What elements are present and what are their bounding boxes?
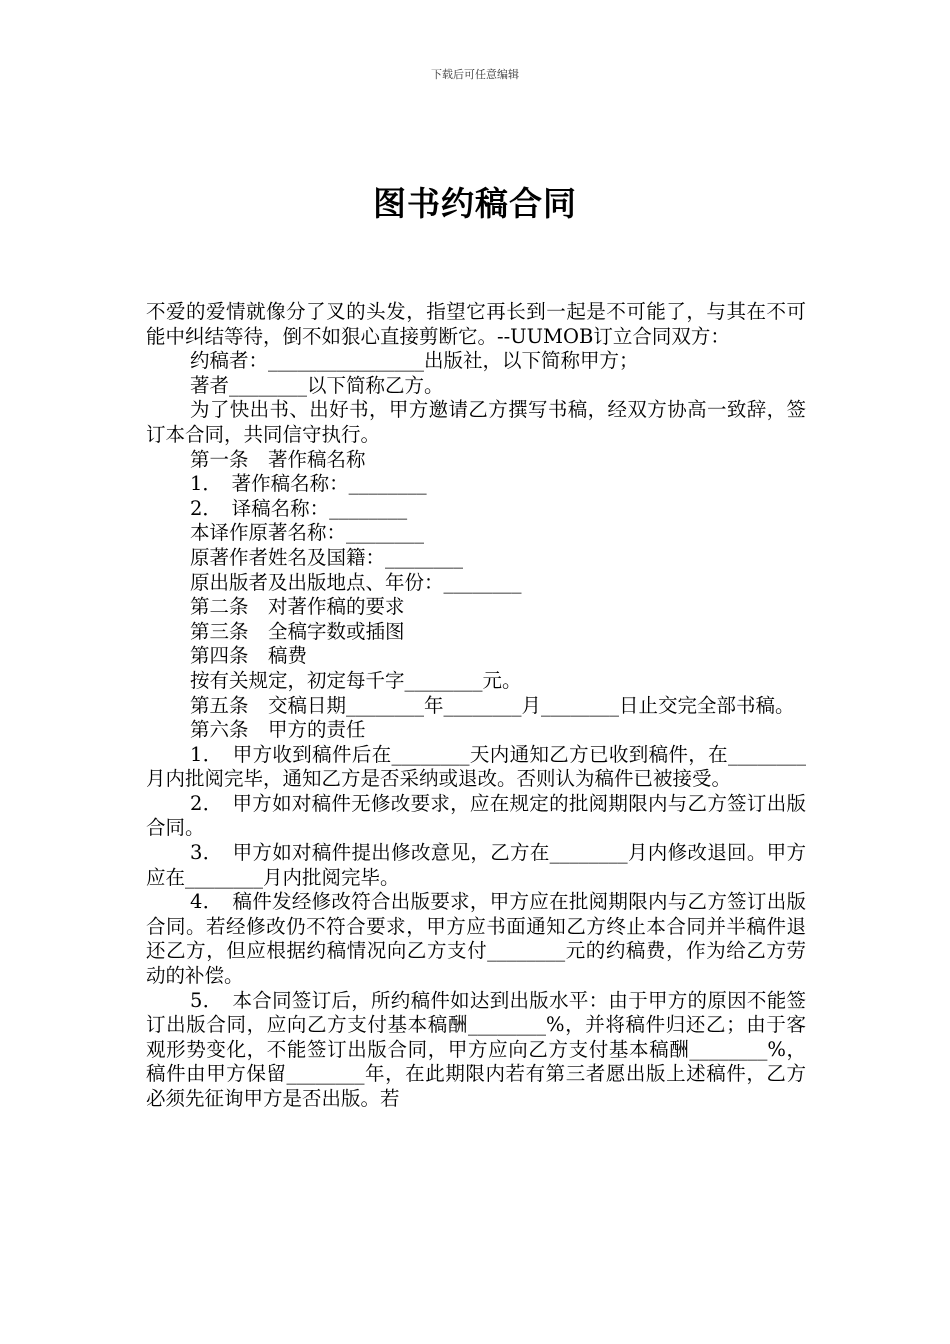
paragraph: 1． 甲方收到稿件后在________天内通知乙方已收到稿件，在________月内批阅完毕，通知乙方是否采纳或退改。否则认为稿件已被接受。: [146, 742, 806, 791]
article-heading: 第五条 交稿日期________年________月________日止交完全部书稿。: [190, 693, 795, 717]
article-heading: 第四条 稿费: [190, 644, 308, 668]
paragraph: 不爱的爱情就像分了叉的头发，指望它再长到一起是不可能了，与其在不可能中纠结等待，倒不如狠心直接剪断它。--UUMOB订立合同双方：: [146, 300, 806, 348]
paragraph: 2． 甲方如对稿件无修改要求，应在规定的批阅期限内与乙方签订出版合同。: [146, 791, 806, 840]
paragraph: 4． 稿件发经修改符合出版要求，甲方应在批阅期限内与乙方签订出版合同。若经修改仍不符合要求，甲方应书面通知乙方终止本合同并半稿件退还乙方，但应根据约稿情况向乙方支付________元的约稿费，作为给乙方劳动的补偿。: [146, 890, 806, 988]
paragraph: 为了快出书、出好书，甲方邀请乙方撰写书稿，经双方协高一致辞，签订本合同，共同信守执行。: [146, 398, 806, 446]
article-heading: 第三条 全稿字数或插图: [190, 619, 405, 643]
paragraph: 著者________以下简称乙方。: [190, 373, 444, 397]
article-heading: 第一条 著作稿名称: [190, 447, 366, 471]
paragraph: 原著作者姓名及国籍：________: [190, 545, 464, 569]
document-title: 图书约稿合同: [373, 184, 577, 223]
article-heading: 第六条 甲方的责任: [190, 718, 366, 742]
paragraph: 5． 本合同签订后，所约稿件如达到出版水平：由于甲方的原因不能签订出版合同，应向乙方支付基本稿酬________%，并将稿件归还乙；由于客观形势变化，不能签订出版合同，甲方应向乙方支付基本稿酬________%，稿件由甲方保留________年，在此期限内若有第三者愿出版上述稿件，乙方必须先征询甲方是否出版。若: [146, 988, 806, 1110]
paragraph: 1． 著作稿名称：________: [190, 472, 427, 496]
article-heading: 第二条 对著作稿的要求: [190, 595, 405, 619]
paragraph: 约稿者：________________出版社，以下简称甲方；: [190, 349, 639, 373]
contract-body: [146, 300, 806, 1112]
paragraph: 本译作原著名称：________: [190, 521, 425, 545]
paragraph: 3． 甲方如对稿件提出修改意见，乙方在________月内修改退回。甲方应在________月内批阅完毕。: [146, 841, 806, 889]
paragraph: 按有关规定，初定每千字________元。: [190, 668, 522, 692]
page-header: 下载后可任意编辑: [431, 68, 519, 81]
paragraph: 2． 译稿名称：________: [190, 496, 408, 520]
paragraph: 原出版者及出版地点、年份：________: [190, 570, 522, 594]
